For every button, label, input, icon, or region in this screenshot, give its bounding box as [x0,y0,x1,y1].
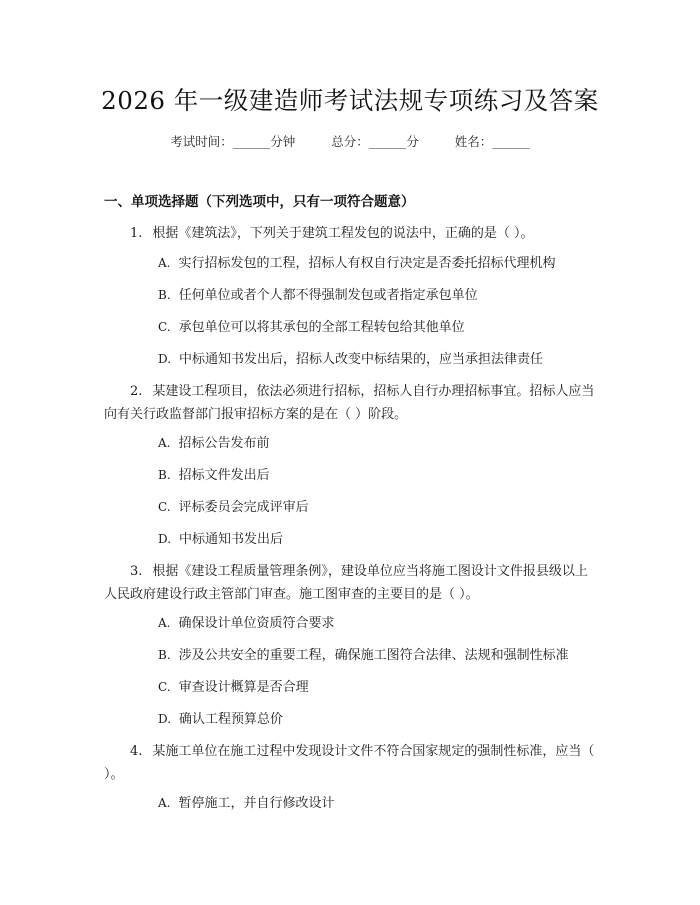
option-text: 承包单位可以将其承包的全部工程转包给其他单位 [178,320,465,335]
option-letter: A. [158,436,171,450]
exam-info [0,132,700,150]
total-score-field: 总分：______分 [331,134,419,149]
option-text: 确保设计单位资质符合要求 [178,616,335,631]
option-letter: A. [158,256,171,270]
question-3-option-a [158,613,335,634]
question-1-option-a [158,253,556,274]
option-letter: B. [158,648,171,662]
question-3-option-b [158,645,569,666]
option-letter: D. [158,352,172,366]
option-text: 中标通知书发出后 [179,532,284,547]
option-letter: A. [158,796,171,810]
option-letter: C. [158,680,171,694]
option-text: 中标通知书发出后，招标人改变中标结果的，应当承担法律责任 [179,352,544,367]
question-number: 4. [130,744,143,759]
question-text: 根据《建设工程质量管理条例》，建设单位应当将施工图设计文件报县级以上人民政府建设行政主管部门审查。施工图审查的主要目的是（ ）。 [104,564,588,602]
option-text: 实行招标发包的工程，招标人有权自行决定是否委托招标代理机构 [178,256,556,271]
question-2-option-c [158,497,309,518]
question-number: 1. [130,226,143,241]
option-text: 评标委员会完成评审后 [178,500,309,515]
exam-time-field: 考试时间：______分钟 [170,134,296,149]
option-text: 任何单位或者个人都不得强制发包或者指定承包单位 [178,288,478,303]
question-1-option-b [158,285,478,306]
question-4 [104,740,600,786]
question-2-option-a [158,433,270,454]
question-3-option-c [158,677,309,698]
question-text: 某建设工程项目，依法必须进行招标，招标人自行办理招标事宜。招标人应当向有关行政监督部门报审招标方案的是在（ ）阶段。 [104,384,595,422]
option-letter: A. [158,616,171,630]
option-text: 涉及公共安全的重要工程，确保施工图符合法律、法规和强制性标准 [178,648,569,663]
option-text: 招标文件发出后 [178,468,270,483]
question-text: 根据《建筑法》，下列关于建筑工程发包的说法中，正确的是（ ）。 [152,226,534,241]
option-text: 确认工程预算总价 [179,712,284,727]
option-text: 审查设计概算是否合理 [178,680,309,695]
option-text: 暂停施工，并自行修改设计 [178,796,335,811]
option-text: 招标公告发布前 [178,436,270,451]
question-3 [104,560,600,606]
option-letter: C. [158,320,171,334]
question-4-option-a [158,793,335,814]
option-letter: D. [158,712,172,726]
question-3-option-d [158,709,283,730]
question-text: 某施工单位在施工过程中发现设计文件不符合国家规定的强制性标准，应当（ ）。 [104,744,595,782]
section-heading: 一、单项选择题（下列选项中，只有一项符合题意） [104,194,415,210]
option-letter: C. [158,500,171,514]
question-2-option-b [158,465,270,486]
question-1 [104,222,600,245]
question-1-option-c [158,317,465,338]
page-title: 2026 年一级建造师考试法规专项练习及答案 [101,86,599,115]
option-letter: B. [158,288,171,302]
option-letter: D. [158,532,172,546]
question-number: 3. [130,564,143,579]
name-field: 姓名：______ [454,134,530,149]
question-2-option-d [158,529,283,550]
question-1-option-d [158,349,543,370]
question-2 [104,380,600,426]
question-number: 2. [130,384,143,399]
option-letter: B. [158,468,171,482]
